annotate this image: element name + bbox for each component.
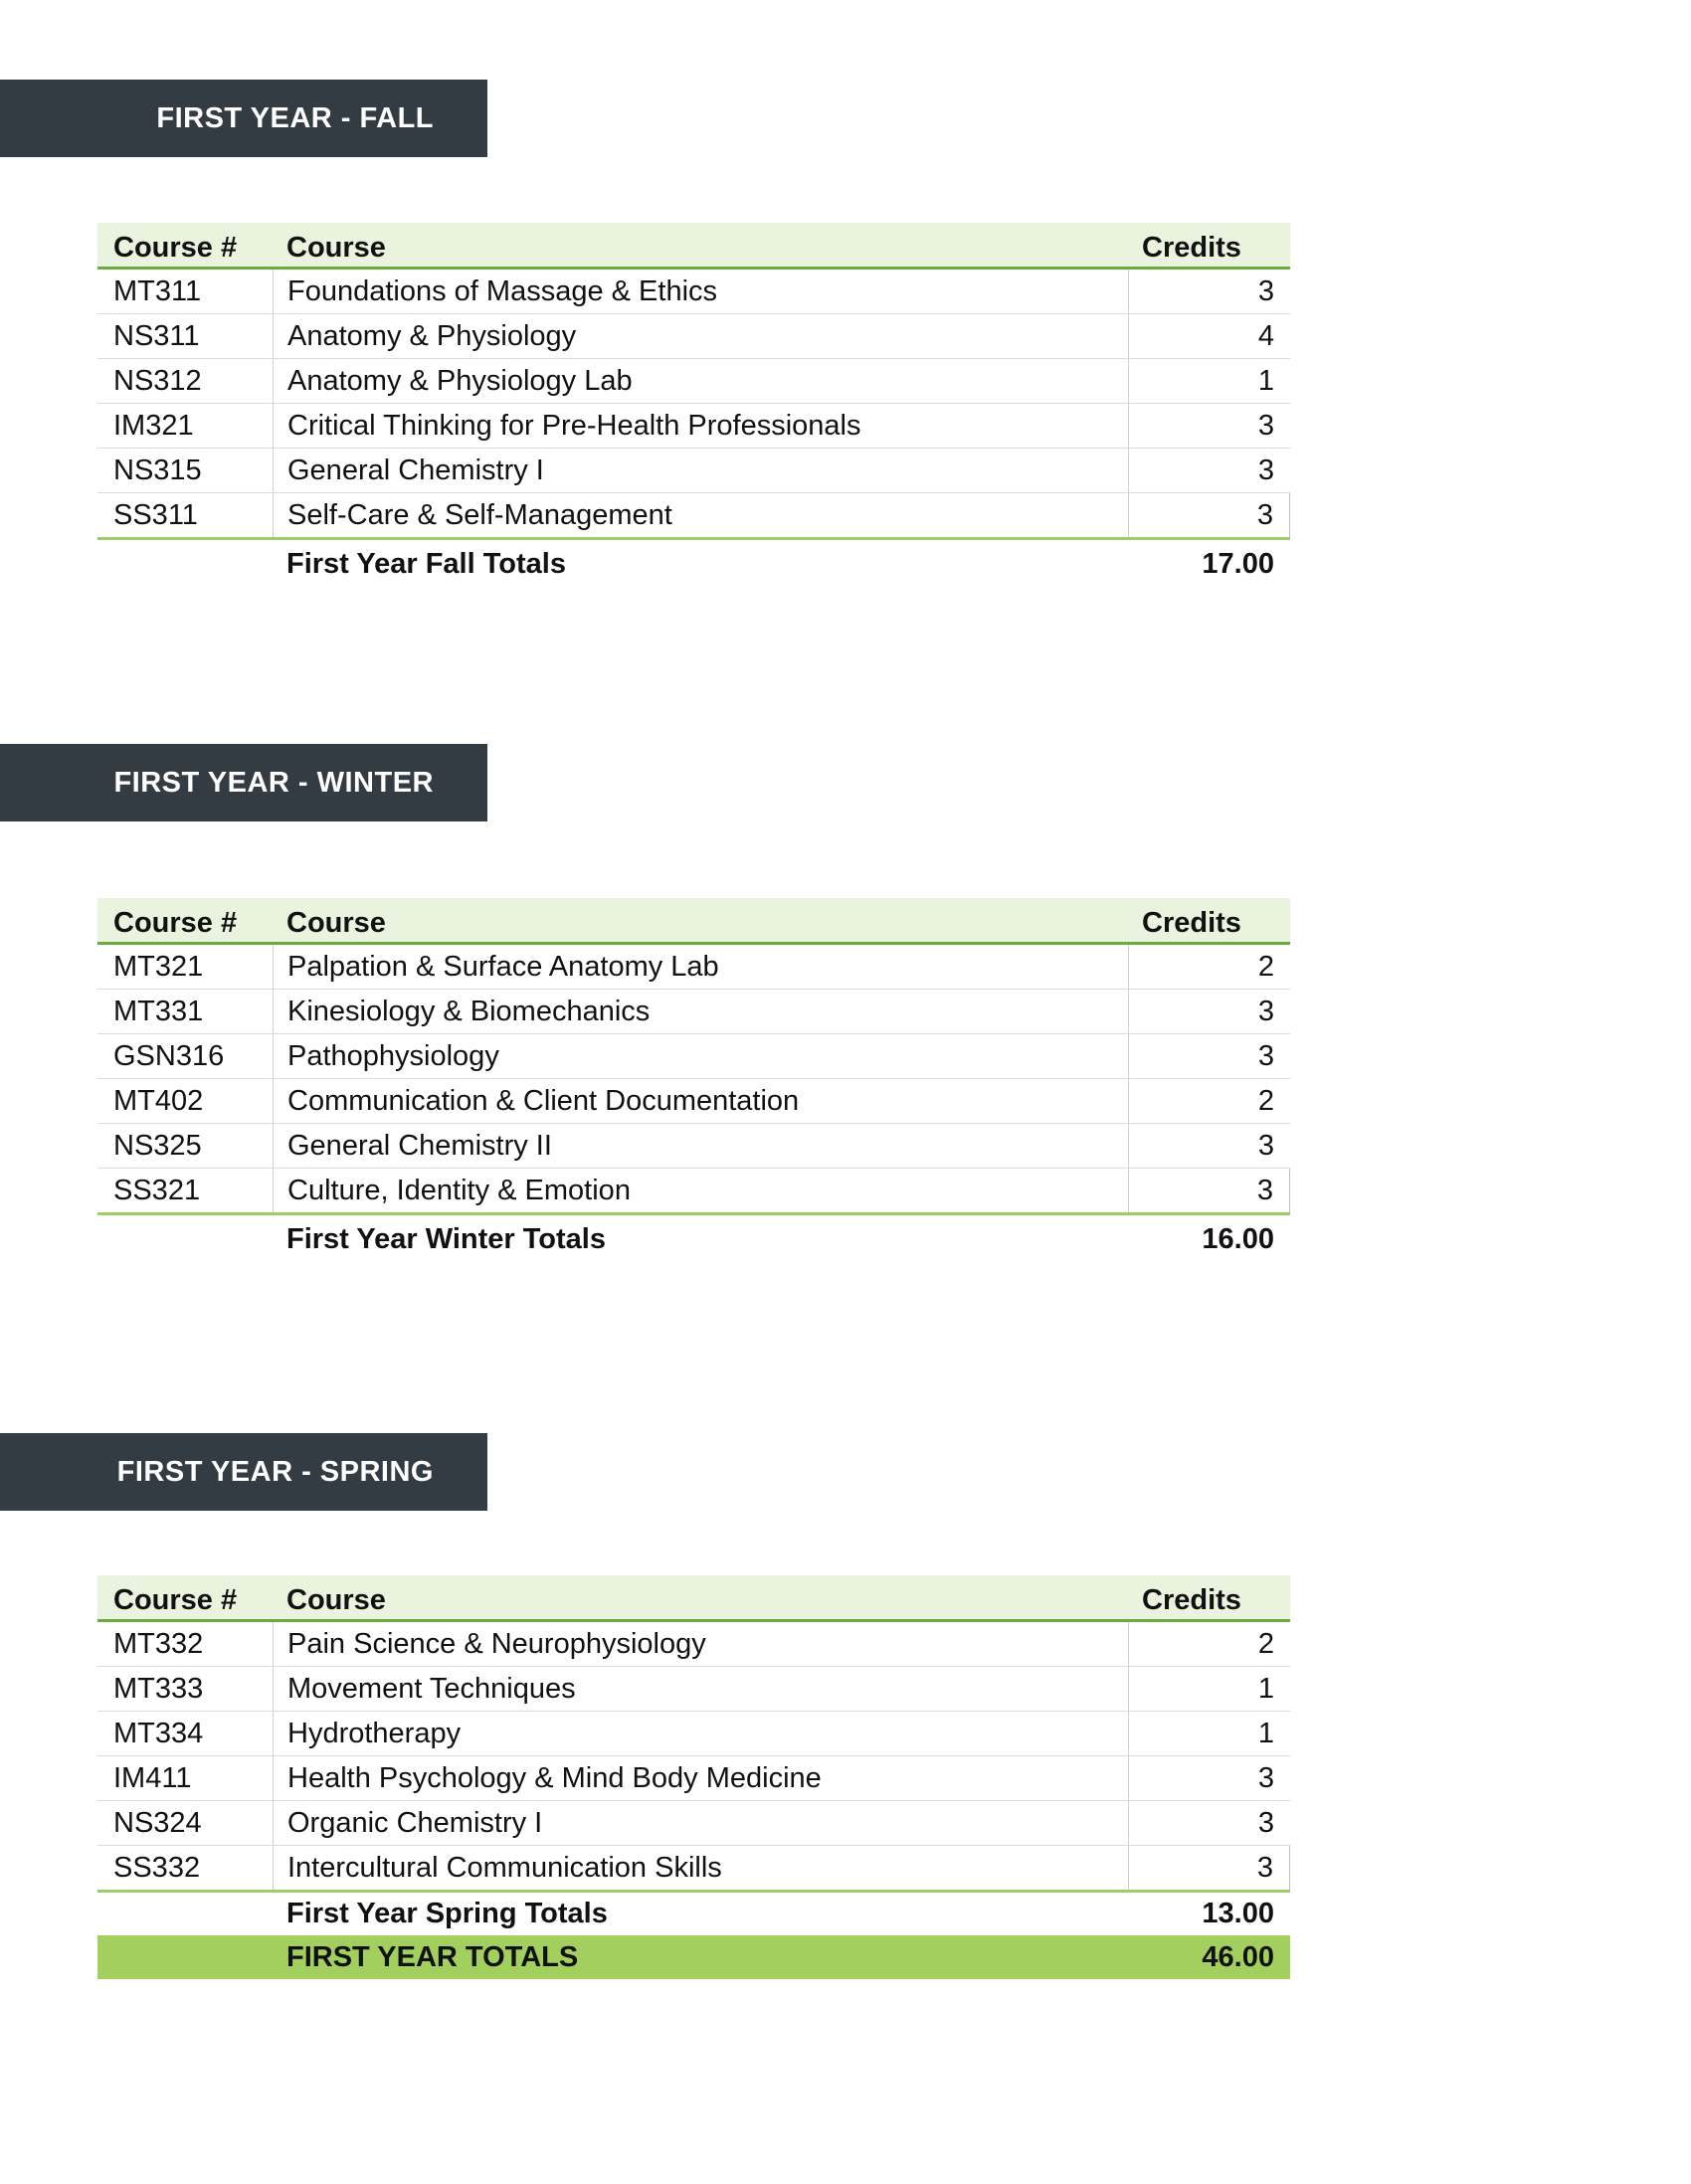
course-name: Organic Chemistry I (273, 1801, 1128, 1845)
course-name: Palpation & Surface Anatomy Lab (273, 945, 1128, 989)
table-row (97, 359, 1290, 404)
table-row (97, 1846, 1290, 1893)
table-row (97, 1079, 1290, 1124)
course-name: Self-Care & Self-Management (273, 493, 1128, 537)
total-spacer (97, 1215, 273, 1263)
term-total-label: First Year Spring Totals (286, 1898, 608, 1929)
term-total-label: First Year Fall Totals (286, 547, 566, 580)
course-name: Anatomy & Physiology (273, 314, 1128, 358)
course-num: MT334 (113, 1717, 204, 1749)
course-num: MT333 (113, 1672, 204, 1705)
term-banner-fall (0, 80, 487, 157)
term-total-row (97, 540, 1290, 588)
header-credits: Credits (1142, 232, 1241, 264)
table-header-row (97, 1575, 1290, 1622)
course-num: MT331 (113, 995, 204, 1027)
course-num: SS321 (113, 1174, 201, 1206)
table-row (97, 1667, 1290, 1712)
course-name: Communication & Client Documentation (273, 1079, 1128, 1123)
course-name: Culture, Identity & Emotion (273, 1169, 1128, 1212)
course-name: Kinesiology & Biomechanics (273, 990, 1128, 1033)
table-row (97, 1712, 1290, 1756)
course-name: Pathophysiology (273, 1034, 1128, 1078)
header-course: Course (286, 907, 386, 939)
course-credits: 2 (1128, 945, 1290, 989)
header-course: Course (286, 232, 386, 264)
total-spacer (97, 540, 273, 588)
course-name: Intercultural Communication Skills (273, 1846, 1128, 1890)
course-credits: 3 (1128, 1756, 1290, 1800)
course-credits: 1 (1128, 359, 1290, 403)
course-num: NS324 (113, 1806, 202, 1839)
course-credits: 3 (1128, 1169, 1290, 1212)
term-total-label: First Year Winter Totals (286, 1222, 606, 1255)
course-credits: 3 (1128, 404, 1290, 448)
course-name: Movement Techniques (273, 1667, 1128, 1711)
term-total-row (97, 1215, 1290, 1263)
course-num: GSN316 (113, 1039, 225, 1072)
course-num: MT402 (113, 1084, 204, 1117)
course-credits: 1 (1128, 1712, 1290, 1755)
course-credits: 3 (1128, 1034, 1290, 1078)
course-name: Critical Thinking for Pre-Health Professionals (273, 404, 1128, 448)
table-row (97, 1169, 1290, 1215)
header-course-num: Course # (113, 1584, 238, 1616)
course-credits: 1 (1128, 1667, 1290, 1711)
grand-total-spacer (97, 1935, 273, 1979)
term-banner-winter (0, 744, 487, 821)
term-banner-label: FIRST YEAR - WINTER (113, 766, 434, 799)
course-name: Foundations of Massage & Ethics (273, 270, 1128, 313)
course-num: IM411 (113, 1761, 192, 1794)
course-num: NS325 (113, 1129, 202, 1162)
course-table-spring (97, 1575, 1290, 1979)
header-course-num: Course # (113, 907, 238, 939)
term-banner-label: FIRST YEAR - FALL (156, 101, 434, 134)
course-name: General Chemistry I (273, 449, 1128, 492)
course-credits: 3 (1128, 1846, 1290, 1890)
term-total-value: 17.00 (1202, 547, 1274, 580)
term-total-value: 16.00 (1202, 1222, 1274, 1255)
table-row (97, 1756, 1290, 1801)
course-name: General Chemistry II (273, 1124, 1128, 1168)
table-header-row (97, 898, 1290, 945)
course-credits: 3 (1128, 493, 1290, 537)
table-row (97, 990, 1290, 1034)
course-num: IM321 (113, 409, 194, 442)
course-table-fall (97, 223, 1290, 588)
term-banner-spring (0, 1433, 487, 1511)
term-total-value: 13.00 (1202, 1898, 1274, 1929)
term-banner-label: FIRST YEAR - SPRING (116, 1455, 434, 1488)
course-num: MT311 (113, 274, 202, 307)
course-num: SS332 (113, 1851, 201, 1884)
table-row (97, 1801, 1290, 1846)
course-table-winter (97, 898, 1290, 1263)
grand-total-row (97, 1935, 1290, 1979)
total-spacer (97, 1893, 273, 1935)
header-course: Course (286, 1584, 386, 1616)
grand-total-value: 46.00 (1202, 1940, 1274, 1973)
table-row (97, 404, 1290, 449)
course-credits: 3 (1128, 990, 1290, 1033)
term-total-row (97, 1893, 1290, 1935)
course-name: Anatomy & Physiology Lab (273, 359, 1128, 403)
course-credits: 3 (1128, 270, 1290, 313)
header-credits: Credits (1142, 1584, 1241, 1616)
course-num: NS311 (113, 319, 200, 352)
table-row (97, 945, 1290, 990)
course-num: MT321 (113, 950, 204, 983)
course-credits: 2 (1128, 1622, 1290, 1666)
course-num: NS315 (113, 454, 202, 486)
course-credits: 3 (1128, 1124, 1290, 1168)
course-credits: 3 (1128, 1801, 1290, 1845)
course-credits: 4 (1128, 314, 1290, 358)
grand-total-label: FIRST YEAR TOTALS (286, 1940, 579, 1973)
course-num: NS312 (113, 364, 202, 397)
table-row (97, 1124, 1290, 1169)
table-row (97, 1622, 1290, 1667)
table-row (97, 270, 1290, 314)
table-row (97, 449, 1290, 493)
table-row (97, 493, 1290, 540)
course-credits: 2 (1128, 1079, 1290, 1123)
table-header-row (97, 223, 1290, 270)
table-row (97, 314, 1290, 359)
course-num: MT332 (113, 1627, 204, 1660)
course-name: Hydrotherapy (273, 1712, 1128, 1755)
header-credits: Credits (1142, 907, 1241, 939)
course-name: Health Psychology & Mind Body Medicine (273, 1756, 1128, 1800)
header-course-num: Course # (113, 232, 238, 264)
table-row (97, 1034, 1290, 1079)
course-name: Pain Science & Neurophysiology (273, 1622, 1128, 1666)
course-credits: 3 (1128, 449, 1290, 492)
course-num: SS311 (113, 498, 198, 531)
